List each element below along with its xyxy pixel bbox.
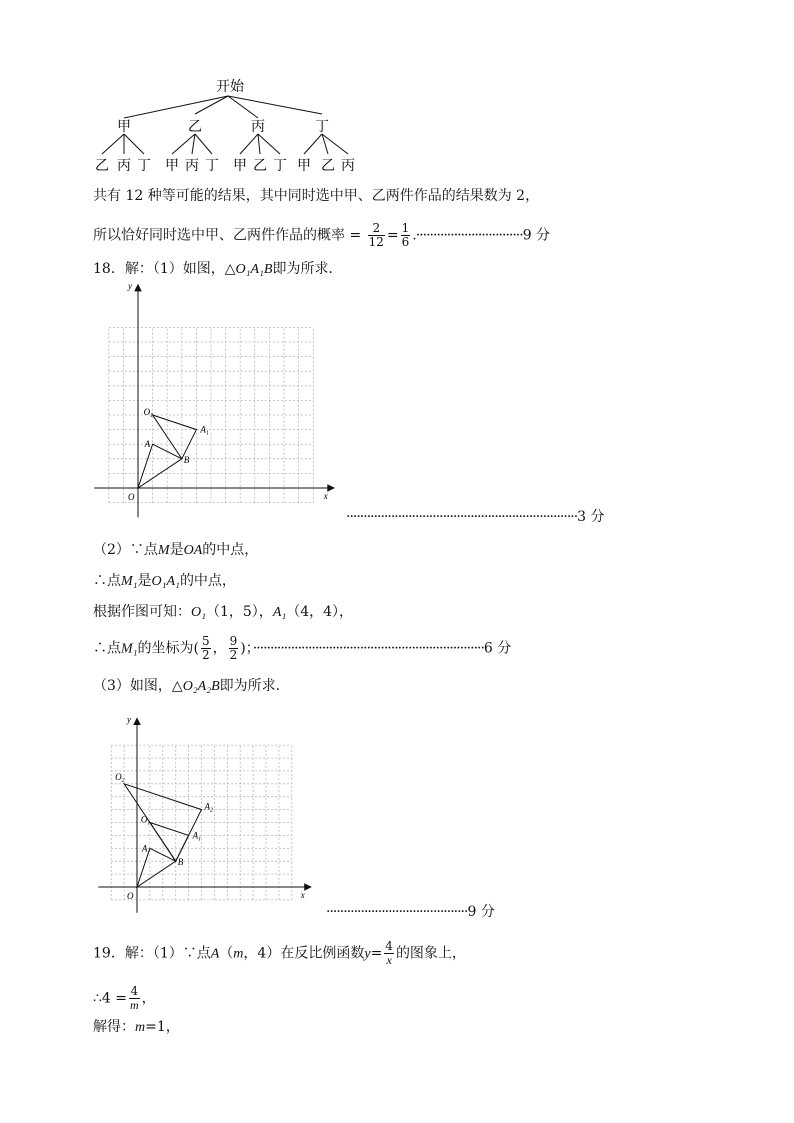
point-A1: A₁ [272, 605, 287, 620]
q17-line1: 共有 12 种等可能的结果，其中同时选中甲、乙两件作品的结果数为 2， [93, 188, 540, 204]
q19-line2 [93, 985, 156, 1012]
y-axis-arrow [135, 285, 141, 291]
point-O1-label: $O_1$ [140, 814, 151, 827]
numerator: 4 [130, 984, 139, 998]
text: 的中点， [179, 573, 236, 589]
point-O1: O₁ [191, 605, 206, 620]
numerator: 5 [202, 634, 210, 648]
q18-part2-line3 [93, 602, 353, 623]
frac-4-m [129, 985, 140, 1012]
q19-line3 [93, 1017, 180, 1038]
q17-text: 所以恰好同时选中甲、乙两件作品的概率 = [93, 227, 362, 244]
point-M1: M₁ [121, 574, 138, 589]
text: 19．解：（1）∵点 [93, 945, 211, 962]
tree-leaf-label: 乙 [95, 158, 109, 174]
y-axis-label: y [127, 714, 131, 725]
tree-branch-label: 甲 [117, 119, 131, 135]
segment-OA: OA [183, 543, 203, 558]
text: （2）∵点 [93, 542, 158, 558]
text: )； [240, 640, 253, 657]
triangle-OAB [137, 848, 176, 887]
text: ，4）在反比例函数 [243, 945, 365, 962]
text: 的图象上， [395, 945, 466, 962]
point-A1-label: $A_1$ [200, 424, 209, 437]
q18-part2-line1 [93, 540, 258, 561]
score-label: 6 分 [483, 640, 512, 657]
tree-leaf-label: 丁 [273, 158, 287, 174]
text: 解得： [93, 1019, 135, 1035]
numerator: 1 [401, 221, 410, 235]
coordinate-graph-1 [90, 280, 350, 520]
q18-part2-line2 [93, 571, 236, 592]
tree-leaf-label: 甲 [297, 158, 311, 174]
numerator: 4 [385, 939, 393, 953]
text: 是 [169, 542, 184, 558]
text: 即为所求． [219, 678, 290, 694]
equals-sign: = [386, 227, 399, 244]
text: （4，4）， [286, 604, 354, 620]
y-axis-arrow [134, 718, 140, 724]
x-axis-label: x [323, 491, 328, 501]
denominator: 6 [401, 235, 410, 249]
var-m: m [135, 1020, 146, 1035]
triangle-OAB [138, 444, 182, 488]
point-B-label: B [177, 857, 184, 868]
grid [111, 745, 292, 900]
triangle-name: O₁A₁B [235, 262, 273, 277]
tree-branch-label: 丁 [315, 119, 329, 135]
frac-5-2 [201, 635, 211, 662]
q18-heading [93, 259, 342, 280]
point-B-label: B [183, 454, 190, 465]
tree-branch-label: 乙 [188, 119, 202, 135]
text: （ [219, 945, 234, 962]
point-O1-label: $O_1$ [143, 407, 154, 419]
score-dots: ········································· [326, 904, 468, 920]
text: ∴点 [93, 573, 121, 589]
tree-diagram [88, 74, 378, 174]
frac-9-2 [229, 635, 239, 662]
score-label: 9 分 [522, 227, 551, 244]
text: =1， [145, 1019, 180, 1035]
tree-leaf-label: 乙 [253, 158, 267, 174]
score-label: 3 分 [577, 509, 605, 525]
q17-frac-2-12 [368, 222, 385, 249]
q17-frac-1-6 [401, 222, 411, 249]
q18-score-line-1 [346, 506, 605, 526]
tree-leaf-label: 丙 [185, 158, 199, 174]
triangle-O1A1B [150, 823, 189, 862]
origin-label: O [128, 492, 135, 502]
tree-leaf-label: 丙 [341, 158, 355, 174]
text: 的中点， [202, 542, 259, 558]
q18-part2-line4 [93, 635, 511, 662]
var-y: y [364, 946, 371, 962]
point-M1: M₁ [121, 641, 138, 657]
score-dots: .······························· [412, 227, 523, 244]
denominator: 2 [202, 648, 210, 662]
numerator: 2 [368, 222, 385, 236]
tree-leaf-label: 丙 [117, 158, 131, 174]
x-axis-arrow [328, 485, 334, 491]
x-axis-arrow [305, 884, 311, 890]
text: 根据作图可知： [93, 604, 191, 620]
q18-part3-heading [93, 676, 290, 697]
score-label: 9 分 [467, 904, 495, 920]
var-m: m [233, 946, 244, 962]
tree-leaf-label: 乙 [321, 158, 335, 174]
score-dots: ··································································· [346, 509, 578, 525]
point-O2-label: $O_2$ [115, 771, 125, 784]
text: ， [141, 990, 156, 1007]
q19-line1 [93, 940, 466, 967]
point-M: M [157, 543, 170, 558]
text: ∴4 = [93, 990, 127, 1007]
equals-sign: = [370, 945, 383, 962]
text: ∴点 [93, 640, 121, 657]
x-axis-label: x [300, 890, 305, 900]
denominator: 12 [368, 235, 384, 249]
point-A2-label: $A_2$ [204, 801, 213, 814]
frac-4-x [384, 940, 394, 967]
denominator: m [130, 998, 139, 1012]
q17-line2 [93, 222, 550, 249]
q18-score-line-3 [326, 901, 495, 921]
score-dots: ··································································· [252, 640, 484, 657]
point-A-label: A [141, 843, 148, 854]
tree-root: 开始 [216, 79, 244, 95]
tree-leaf-label: 甲 [233, 158, 247, 174]
tree-leaf-label: 甲 [165, 158, 179, 174]
grid [109, 327, 313, 502]
tree-leaf-label: 丁 [205, 158, 219, 174]
tree-branch-label: 丙 [251, 119, 265, 135]
text: 是 [137, 573, 152, 589]
q18-prefix: 18．解：（1）如图，△ [93, 261, 236, 277]
denominator: 2 [229, 648, 238, 662]
point-A: A [210, 946, 220, 962]
q18-suffix: 即为所求． [272, 261, 343, 277]
text: 的坐标为( [137, 640, 199, 657]
numerator: 9 [229, 634, 238, 648]
text: （3）如图，△ [93, 678, 183, 694]
tree-leaf-label: 丁 [137, 158, 151, 174]
coordinate-graph-2 [98, 706, 338, 911]
triangle-name: O₂A₂B [182, 679, 220, 694]
text: ， [212, 640, 227, 657]
point-A1-label: $A_1$ [192, 830, 202, 843]
segment-O1A1: O₁A₁ [151, 574, 180, 589]
point-A-label: A [144, 439, 151, 450]
origin-label: O [127, 891, 134, 901]
denominator: x [386, 953, 392, 967]
triangle-O1A1B [153, 415, 197, 459]
text: （1，5）， [205, 604, 273, 620]
y-axis-label: y [128, 280, 132, 291]
